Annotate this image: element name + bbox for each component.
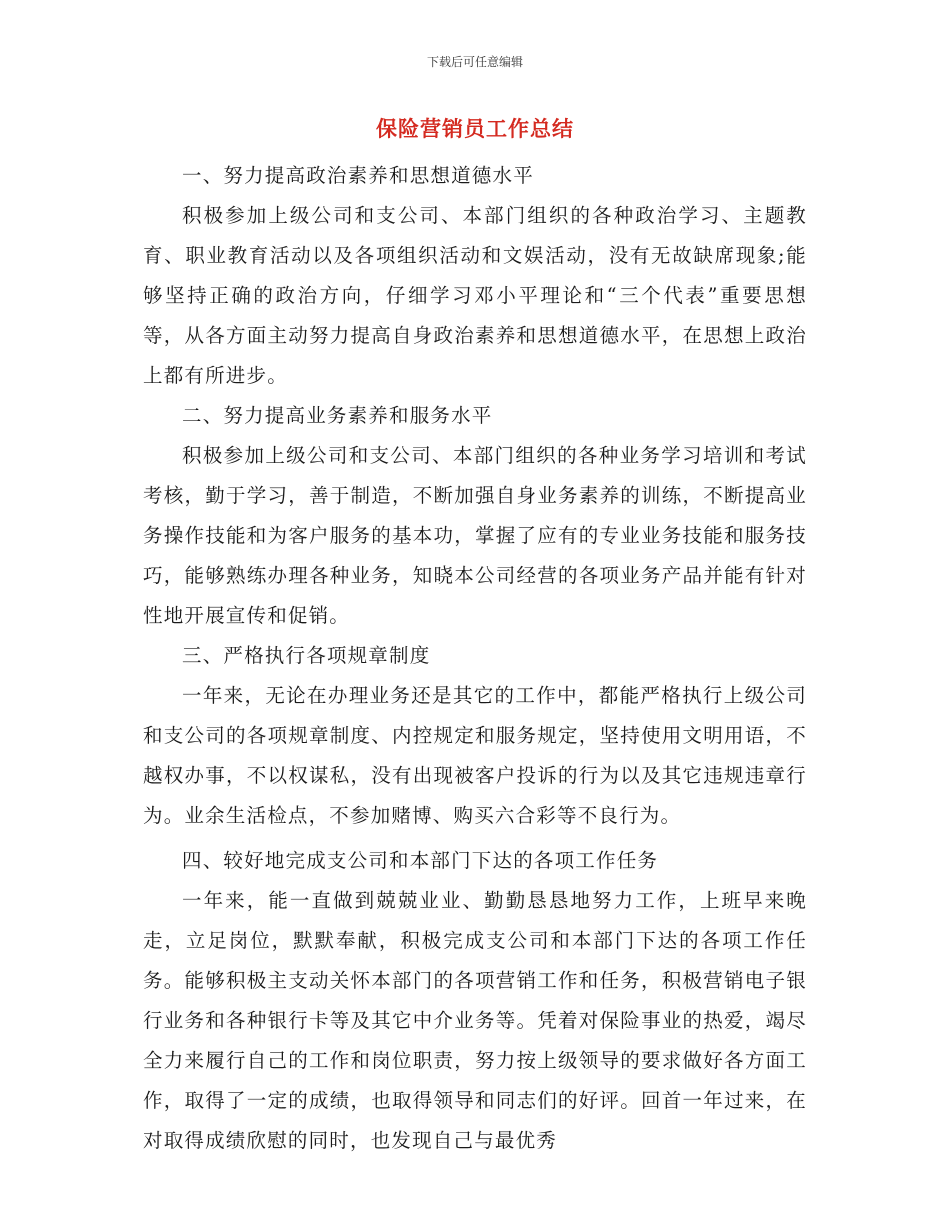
header-note: 下载后可任意编辑 [426, 55, 523, 69]
section-3-heading: 三、严格执行各项规章制度 [182, 644, 431, 667]
section-1-paragraph: 积极参加上级公司和支公司、本部门组织的各种政治学习、主题教育、职业教育活动以及各项组织活动和文娱活动，没有无故缺席现象;能够坚持正确的政治方向，仔细学习邓小平理论和“三个代表”重要思想等，从各方面主动努力提高自身政治素养和思想道德水平，在思想上政治上都有所进步。 [143, 204, 807, 387]
section-2-paragraph: 积极参加上级公司和支公司、本部门组织的各种业务学习培训和考试考核，勤于学习，善于制造，不断加强自身业务素养的训练，不断提高业务操作技能和为客户服务的基本功，掌握了应有的专业业务技能和服务技巧，能够熟练办理各种业务，知晓本公司经营的各项业务产品并能有针对性地开展宣传和促销。 [143, 444, 807, 627]
section-1-heading: 一、努力提高政治素养和思想道德水平 [182, 164, 534, 187]
section-2-heading: 二、努力提高业务素养和服务水平 [182, 404, 493, 427]
document-title: 保险营销员工作总结 [376, 116, 574, 141]
section-4-heading: 四、较好地完成支公司和本部门下达的各项工作任务 [182, 849, 659, 872]
section-4-paragraph: 一年来，能一直做到兢兢业业、勤勤恳恳地努力工作，上班早来晚走，立足岗位，默默奉献，积极完成支公司和本部门下达的各项工作任务。能够积极主支动关怀本部门的各项营销工作和任务，积极营销电子银行业务和各种银行卡等及其它中介业务等。凭着对保险事业的热爱，竭尽全力来履行自己的工作和岗位职责，努力按上级领导的要求做好各方面工作，取得了一定的成绩，也取得领导和同志们的好评。回首一年过来，在对取得成绩欣慰的同时，也发现自己与最优秀 [143, 889, 807, 1152]
document-body [143, 156, 807, 1161]
section-3-paragraph: 一年来，无论在办理业务还是其它的工作中，都能严格执行上级公司和支公司的各项规章制度、内控规定和服务规定，坚持使用文明用语，不越权办事，不以权谋私，没有出现被客户投诉的行为以及其它违规违章行为。业余生活检点，不参加赌博、购买六合彩等不良行为。 [143, 684, 807, 827]
